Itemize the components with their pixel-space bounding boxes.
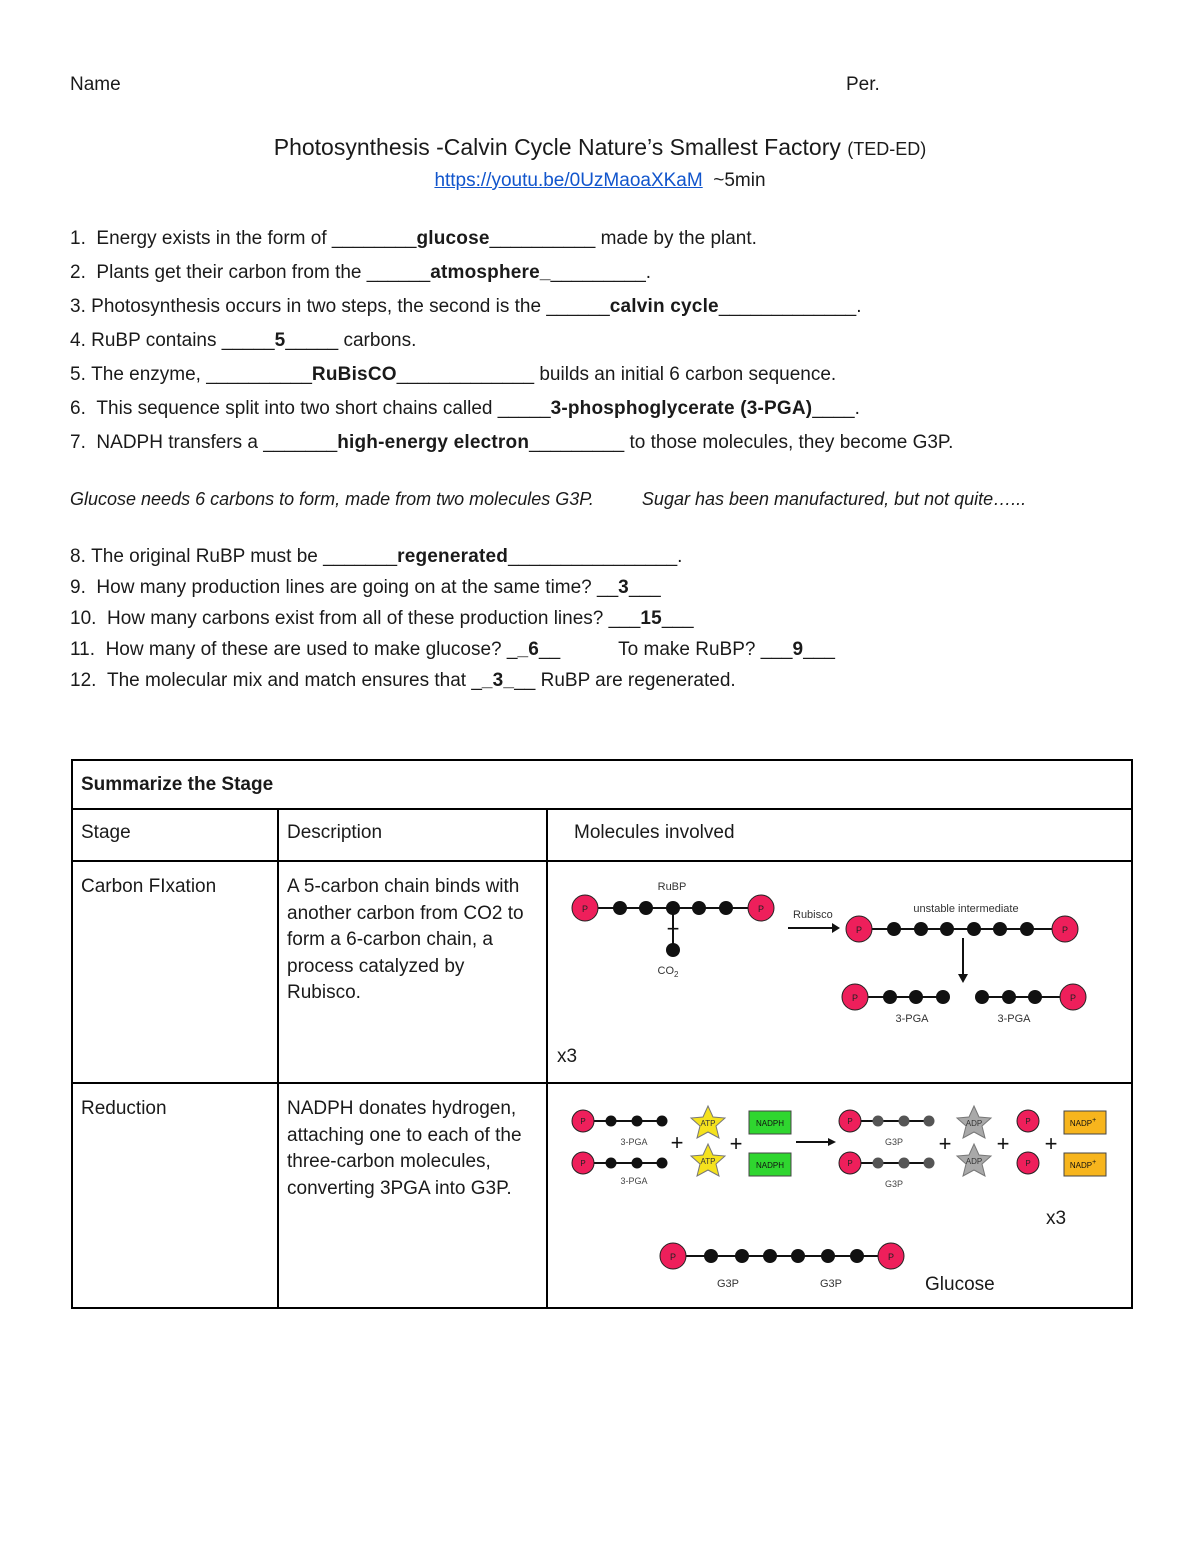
- summary-table: [71, 759, 1133, 1309]
- question-11: 11. How many of these are used to make glucose? __6__ To make RuBP? ___9___: [70, 639, 835, 660]
- answer-4: 5: [274, 330, 286, 351]
- pga-left-label: 3-PGA: [895, 1013, 929, 1025]
- multiplier-reduction: x3: [1046, 1208, 1067, 1229]
- table-heading: Summarize the Stage: [81, 774, 274, 795]
- pga-right-label: 3-PGA: [997, 1013, 1031, 1025]
- g3p-label: G3P: [884, 1179, 904, 1189]
- g3p-label: G3P: [716, 1278, 740, 1290]
- stage-reduction: Reduction: [81, 1098, 167, 1119]
- carbon-fixation-diagram: [548, 862, 1132, 1082]
- svg-text:P: P: [757, 904, 765, 914]
- svg-text:ADP: ADP: [965, 1157, 983, 1166]
- svg-text:P: P: [1025, 1159, 1031, 1168]
- question-5: 5. The enzyme, __________RuBisCO_____________ builds an initial 6 carbon sequence.: [70, 364, 837, 385]
- note-part-1: Glucose needs 6 carbons to form, made from two molecules G3P.: [70, 489, 594, 509]
- svg-text:NADPH: NADPH: [755, 1119, 785, 1128]
- svg-text:+: +: [938, 1131, 952, 1156]
- question-9: 9. How many production lines are going on at the same time? __3___: [70, 577, 661, 598]
- carbon-icon: [639, 901, 653, 915]
- svg-text:+: +: [666, 916, 680, 941]
- description-reduction: NADPH donates hydrogen, attaching one to each of the three-carbon molecules, converting 3PGA into G3P.: [287, 1098, 522, 1199]
- answer-11a: _6: [517, 639, 540, 660]
- svg-text:P: P: [847, 1159, 853, 1168]
- question-2: 2. Plants get their carbon from the ______atmosphere__________.: [70, 262, 652, 283]
- question-1: 1. Energy exists in the form of ________glucose__________ made by the plant.: [70, 228, 757, 249]
- title-source: (TED-ED): [847, 139, 927, 159]
- answer-1: glucose: [416, 228, 490, 249]
- svg-text:+: +: [996, 1131, 1010, 1156]
- svg-text:P: P: [669, 1252, 677, 1262]
- svg-text:P: P: [580, 1117, 586, 1126]
- svg-text:NADPH: NADPH: [755, 1161, 785, 1170]
- svg-text:ADP: ADP: [965, 1119, 983, 1128]
- svg-text:NADP+: NADP+: [1069, 1117, 1097, 1128]
- answer-7: high-energy electron: [337, 432, 530, 453]
- glucose-label: Glucose: [925, 1274, 995, 1295]
- question-3: 3. Photosynthesis occurs in two steps, the second is the ______calvin cycle_____________.: [70, 296, 862, 317]
- video-duration: ~5min: [713, 170, 766, 191]
- answer-2: atmosphere_: [430, 262, 551, 283]
- co2-label: $CO_2$: [657, 965, 679, 979]
- rubp-label: RuBP: [657, 881, 687, 893]
- svg-text:P: P: [1061, 925, 1069, 935]
- svg-text:P: P: [1025, 1117, 1031, 1126]
- period-label: Per.: [846, 74, 880, 95]
- g3p-label: G3P: [819, 1278, 843, 1290]
- question-7: 7. NADPH transfers a _______high-energy electron_________ to those molecules, they become G3P.: [70, 432, 954, 453]
- svg-text:P: P: [581, 904, 589, 914]
- svg-text:NADP+: NADP+: [1069, 1159, 1097, 1170]
- col-header-stage: Stage: [81, 822, 131, 843]
- carbon-icon: [666, 901, 680, 915]
- svg-text:+: +: [670, 1130, 684, 1155]
- video-link[interactable]: https://youtu.be/0UzMaoaXKaM: [434, 170, 703, 191]
- col-header-description: Description: [287, 822, 383, 843]
- note-part-2: Sugar has been manufactured, but not quite…...: [641, 489, 1027, 509]
- answer-9: 3: [618, 577, 629, 598]
- carbon-icon: [692, 901, 706, 915]
- svg-text:P: P: [855, 925, 863, 935]
- question-10: 10. How many carbons exist from all of these production lines? ___15___: [70, 608, 694, 629]
- carbon-icon: [613, 901, 627, 915]
- svg-text:P: P: [887, 1252, 895, 1262]
- svg-text:P: P: [851, 993, 859, 1003]
- pga-label: 3-PGA: [620, 1137, 648, 1147]
- svg-text:P: P: [1069, 993, 1077, 1003]
- svg-text:P: P: [847, 1117, 853, 1126]
- svg-text:ATP: ATP: [700, 1157, 716, 1166]
- description-carbon-fixation: A 5-carbon chain binds with another carbon from CO2 to form a 6-carbon chain, a process catalyzed by Rubisco.: [287, 876, 524, 1003]
- italic-note: [70, 489, 1026, 510]
- pga-label: 3-PGA: [620, 1176, 648, 1186]
- question-4: 4. RuBP contains _____5_____ carbons.: [70, 330, 417, 351]
- answer-11b: 9: [792, 639, 804, 660]
- g3p-label: G3P: [884, 1137, 904, 1147]
- answer-8: regenerated: [397, 546, 509, 567]
- name-label: Name: [70, 74, 121, 95]
- reduction-diagram: [548, 1084, 1132, 1307]
- answer-6: 3-phosphoglycerate (3-PGA): [550, 398, 813, 419]
- svg-text:+: +: [1044, 1131, 1058, 1156]
- answer-12: _3_: [481, 670, 515, 691]
- page-title: [0, 134, 1200, 161]
- answer-5: RuBisCO: [311, 364, 397, 385]
- svg-text:ATP: ATP: [700, 1119, 716, 1128]
- table-row: [72, 861, 1132, 1083]
- answer-10: 15: [640, 608, 662, 629]
- question-12: 12. The molecular mix and match ensures that __3___ RuBP are regenerated.: [70, 670, 736, 691]
- table-row: [72, 1083, 1132, 1308]
- video-link-line: [0, 170, 1200, 192]
- answer-3: calvin cycle: [609, 296, 719, 317]
- carbon-icon: [719, 901, 733, 915]
- intermediate-label: unstable intermediate: [913, 903, 1019, 915]
- rubisco-label: Rubisco: [793, 909, 833, 921]
- svg-text:P: P: [580, 1159, 586, 1168]
- question-8: 8. The original RuBP must be _______regenerated________________.: [70, 546, 683, 567]
- svg-text:+: +: [729, 1131, 743, 1156]
- multiplier-carbon-fixation: x3: [557, 1046, 578, 1067]
- question-6: 6. This sequence split into two short chains called _____3-phosphoglycerate (3-PGA)____.: [70, 398, 860, 419]
- title-main: Photosynthesis -Calvin Cycle Nature’s Smallest Factory: [273, 134, 841, 160]
- co2-carbon-icon: [666, 943, 680, 957]
- col-header-molecules: Molecules involved: [574, 822, 735, 843]
- stage-carbon-fixation: Carbon FIxation: [81, 876, 217, 897]
